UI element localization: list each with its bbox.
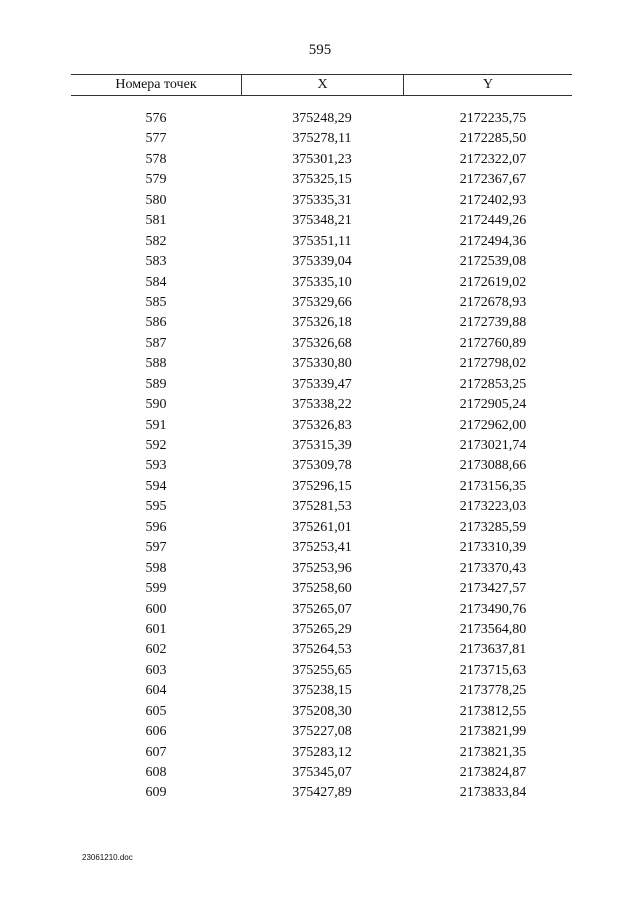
cell-x: 375281,53 <box>292 499 352 515</box>
cell-y: 2173310,39 <box>459 540 527 556</box>
cell-y: 2173156,35 <box>459 478 527 494</box>
table-row <box>0 538 640 558</box>
table-row <box>0 783 640 803</box>
table-row <box>0 313 640 333</box>
cell-point-number: 579 <box>145 172 167 188</box>
cell-x: 375326,68 <box>292 335 352 351</box>
cell-point-number: 607 <box>145 744 167 760</box>
cell-x: 375348,21 <box>292 213 352 229</box>
cell-x: 375427,89 <box>292 785 352 801</box>
header-y: Y <box>482 77 494 92</box>
cell-y: 2173824,87 <box>459 765 527 780</box>
table-row <box>0 661 640 681</box>
cell-point-number: 576 <box>145 111 167 126</box>
cell-point-number: 582 <box>145 233 167 249</box>
cell-point-number: 595 <box>145 499 167 515</box>
cell-point-number: 605 <box>145 703 167 719</box>
cell-point-number: 606 <box>145 724 167 740</box>
cell-x: 375315,39 <box>292 438 352 453</box>
cell-point-number: 604 <box>145 683 167 699</box>
cell-y: 2172494,36 <box>459 233 527 249</box>
cell-point-number: 602 <box>145 642 167 658</box>
table-row <box>0 640 640 660</box>
table-row <box>0 150 640 170</box>
table-row <box>0 375 640 395</box>
cell-y: 2173223,03 <box>459 499 527 515</box>
table-row <box>0 109 640 129</box>
cell-y: 2172962,00 <box>459 417 527 433</box>
cell-point-number: 592 <box>145 438 167 453</box>
cell-point-number: 597 <box>145 540 167 556</box>
cell-y: 2172760,89 <box>459 335 527 351</box>
cell-y: 2172402,93 <box>459 192 527 208</box>
cell-x: 375326,18 <box>292 315 352 331</box>
coordinates-table-body <box>0 109 640 804</box>
table-row <box>0 497 640 517</box>
cell-y: 2173778,25 <box>459 683 527 699</box>
cell-x: 375309,78 <box>292 458 352 474</box>
cell-x: 375325,15 <box>292 172 352 188</box>
cell-x: 375227,08 <box>292 724 352 740</box>
cell-x: 375330,80 <box>292 356 352 372</box>
table-header <box>71 74 572 96</box>
cell-point-number: 598 <box>145 560 167 576</box>
cell-y: 2172235,75 <box>459 111 527 126</box>
cell-point-number: 608 <box>145 765 167 780</box>
cell-y: 2172322,07 <box>459 151 527 167</box>
table-row <box>0 232 640 252</box>
cell-x: 375339,04 <box>292 254 352 270</box>
cell-y: 2172905,24 <box>459 397 527 413</box>
cell-point-number: 601 <box>145 621 167 637</box>
cell-point-number: 585 <box>145 294 167 310</box>
cell-x: 375335,10 <box>292 274 352 290</box>
cell-y: 2172619,02 <box>459 274 527 290</box>
cell-point-number: 577 <box>145 131 167 147</box>
cell-x: 375329,66 <box>292 294 352 310</box>
header-x: X <box>242 75 404 95</box>
cell-x: 375283,12 <box>292 744 352 760</box>
cell-y: 2173427,57 <box>459 581 527 597</box>
cell-y: 2172285,50 <box>459 131 527 147</box>
table-row <box>0 436 640 456</box>
table-row <box>0 211 640 231</box>
table-row <box>0 559 640 579</box>
cell-y: 2172798,02 <box>459 356 527 372</box>
header-point-numbers: Номера точек <box>71 75 242 95</box>
cell-point-number: 578 <box>145 151 167 167</box>
table-row <box>0 456 640 476</box>
cell-y: 2172678,93 <box>459 294 527 310</box>
cell-y: 2173833,84 <box>459 785 527 801</box>
cell-x: 375326,83 <box>292 417 352 433</box>
cell-point-number: 600 <box>145 601 167 617</box>
cell-x: 375301,23 <box>292 151 352 167</box>
table-row <box>0 477 640 497</box>
footer-filename: 23061210.doc <box>82 853 133 862</box>
cell-point-number: 590 <box>145 397 167 413</box>
table-row <box>0 191 640 211</box>
cell-y: 2172449,26 <box>459 213 527 229</box>
table-row <box>0 273 640 293</box>
table-row <box>0 518 640 538</box>
cell-point-number: 596 <box>145 519 167 535</box>
cell-x: 375253,41 <box>292 540 352 556</box>
cell-y: 2172539,08 <box>459 254 527 270</box>
table-row <box>0 620 640 640</box>
cell-point-number: 589 <box>145 376 167 392</box>
cell-x: 375345,07 <box>292 765 352 780</box>
cell-x: 375265,07 <box>292 601 352 617</box>
cell-x: 375335,31 <box>292 192 352 208</box>
cell-x: 375265,29 <box>292 621 352 637</box>
cell-x: 375339,47 <box>292 376 352 392</box>
cell-x: 375253,96 <box>292 560 352 576</box>
cell-point-number: 591 <box>145 417 167 433</box>
cell-point-number: 584 <box>145 274 167 290</box>
table-row <box>0 600 640 620</box>
cell-point-number: 593 <box>145 458 167 474</box>
cell-y: 2173564,80 <box>459 621 527 637</box>
table-row <box>0 354 640 374</box>
cell-y: 2173812,55 <box>459 703 527 719</box>
cell-x: 375338,22 <box>292 397 352 413</box>
cell-y: 2173821,99 <box>459 724 527 740</box>
cell-x: 375238,15 <box>292 683 352 699</box>
cell-point-number: 581 <box>145 213 167 229</box>
table-row <box>0 702 640 722</box>
cell-y: 2173285,59 <box>459 519 527 535</box>
table-row <box>0 252 640 272</box>
cell-x: 375255,65 <box>292 662 352 678</box>
cell-y: 2173821,35 <box>459 744 527 760</box>
table-row <box>0 395 640 415</box>
cell-y: 2173637,81 <box>459 642 527 658</box>
table-row <box>0 681 640 701</box>
table-row <box>0 763 640 783</box>
cell-x: 375258,60 <box>292 581 352 597</box>
cell-x: 375351,11 <box>292 233 352 249</box>
cell-point-number: 580 <box>145 192 167 208</box>
cell-y: 2172739,88 <box>459 315 527 331</box>
table-row <box>0 579 640 599</box>
cell-x: 375261,01 <box>292 519 352 535</box>
cell-y: 2172367,67 <box>459 172 527 188</box>
cell-x: 375264,53 <box>292 642 352 658</box>
cell-y: 2173490,76 <box>459 601 527 617</box>
cell-point-number: 583 <box>145 254 167 270</box>
table-row <box>0 743 640 763</box>
cell-point-number: 594 <box>145 478 167 494</box>
cell-point-number: 587 <box>145 335 167 351</box>
cell-point-number: 603 <box>145 662 167 678</box>
cell-y: 2173088,66 <box>459 458 527 474</box>
cell-x: 375296,15 <box>292 478 352 494</box>
cell-point-number: 599 <box>145 581 167 597</box>
table-row <box>0 722 640 742</box>
cell-point-number: 586 <box>145 315 167 331</box>
cell-x: 375248,29 <box>292 111 352 126</box>
cell-y: 2173021,74 <box>459 438 527 453</box>
page-number: 595 <box>308 42 332 58</box>
table-row <box>0 170 640 190</box>
cell-point-number: 588 <box>145 356 167 372</box>
cell-y: 2173370,43 <box>459 560 527 576</box>
table-row <box>0 293 640 313</box>
cell-point-number: 609 <box>145 785 167 801</box>
table-row <box>0 334 640 354</box>
table-row <box>0 129 640 149</box>
cell-x: 375208,30 <box>292 703 352 719</box>
table-row <box>0 416 640 436</box>
cell-x: 375278,11 <box>292 131 352 147</box>
cell-y: 2173715,63 <box>459 662 527 678</box>
cell-y: 2172853,25 <box>459 376 527 392</box>
